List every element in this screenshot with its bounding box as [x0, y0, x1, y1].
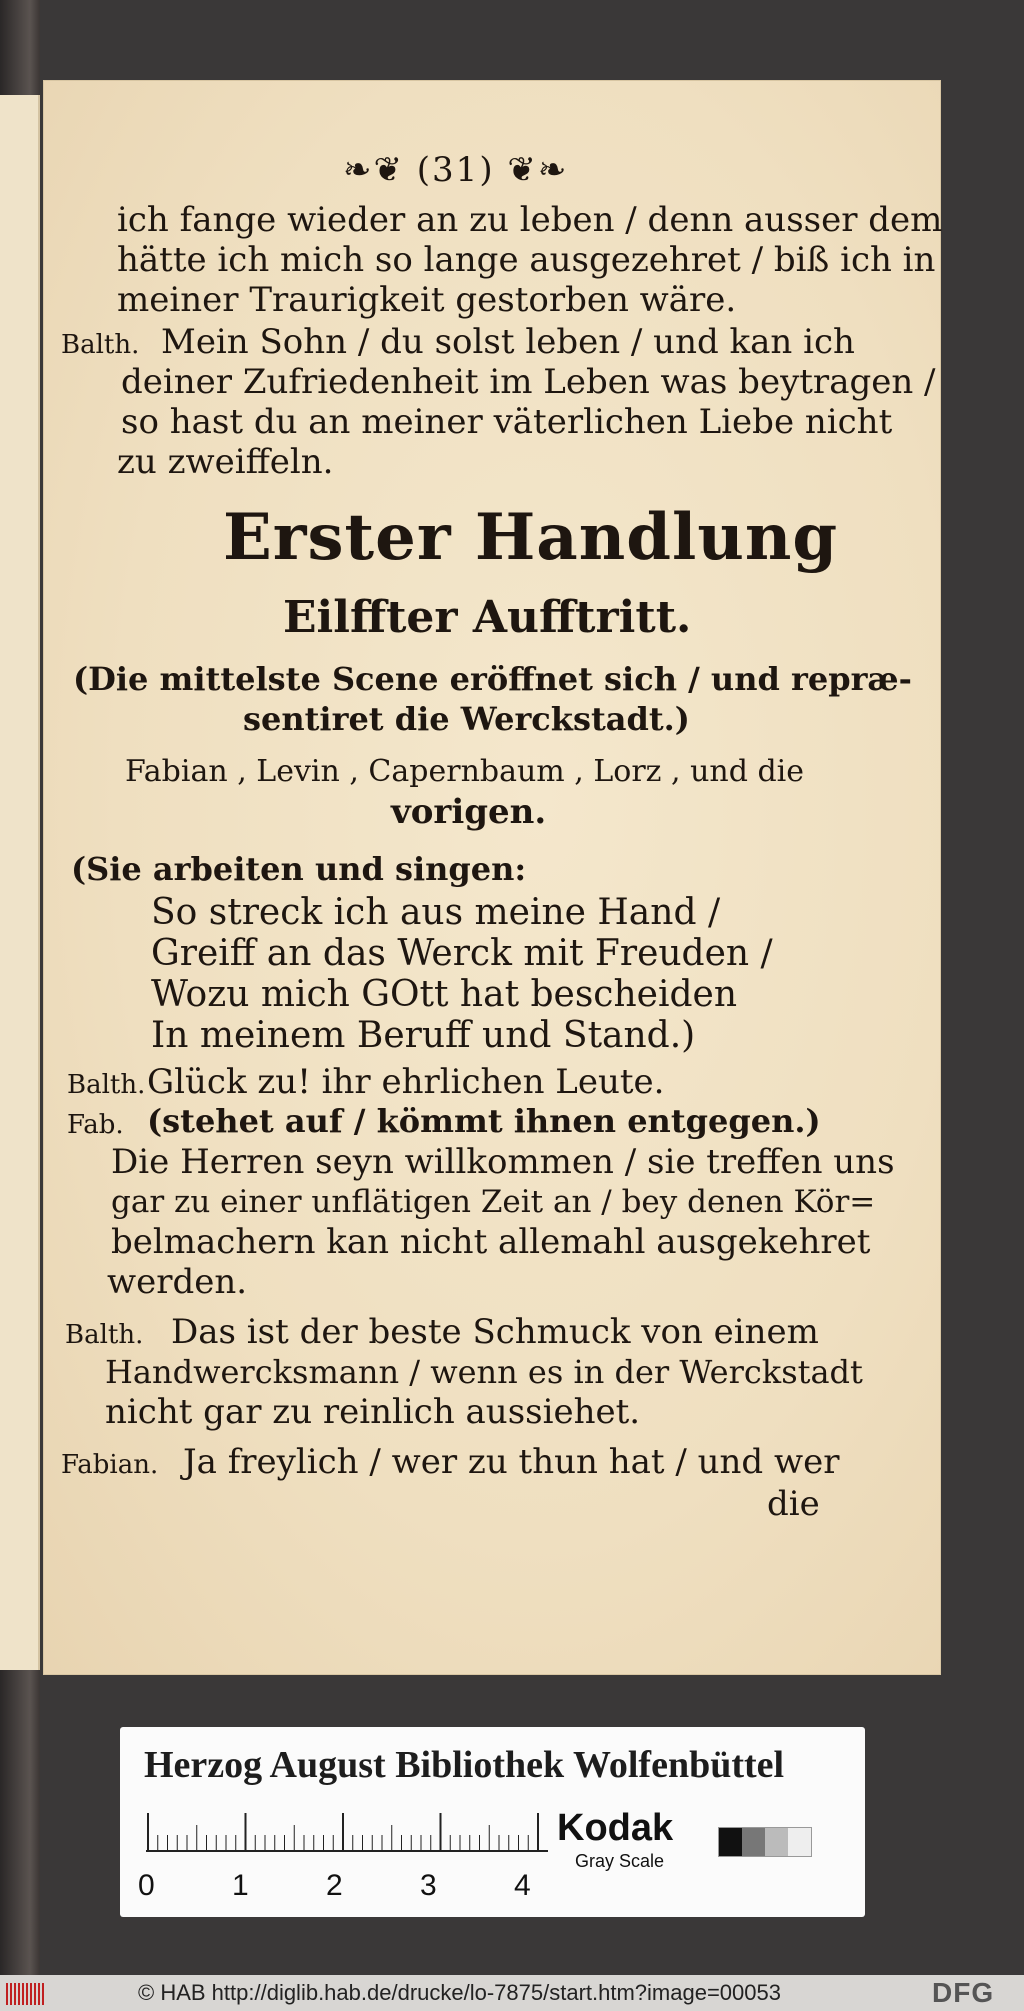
speaker-label: Balth.: [65, 1320, 144, 1350]
character-list: Fabian , Levin , Capernbaum , Lorz , und die: [125, 754, 805, 789]
speaker-label: Fabian.: [61, 1450, 159, 1480]
ruler: [146, 1813, 548, 1853]
text-line: Mein Sohn / du solst leben / und kan ich: [161, 322, 855, 362]
ruler-number: 0: [138, 1869, 155, 1902]
library-name: Herzog August Bibliothek Wolfenbüttel: [144, 1744, 785, 1786]
ruler-number: 3: [420, 1869, 437, 1902]
scene-heading: Eilffter Aufftritt.: [283, 592, 692, 643]
brand-logo: Kodak: [557, 1807, 674, 1849]
ruler-number: 2: [326, 1869, 343, 1902]
copyright-text: © HAB http://diglib.hab.de/drucke/lo-7875/start.htm?image=00053: [138, 1980, 781, 2005]
text-line: gar zu einer unflätigen Zeit an / bey denen Kör=: [111, 1184, 876, 1220]
text-line: ich fange wieder an zu leben / denn ausser dem: [117, 200, 943, 240]
catchword: die: [767, 1484, 820, 1524]
stage-direction: (Sie arbeiten und singen:: [71, 850, 527, 888]
song-line: In meinem Beruff und Stand.): [151, 1015, 696, 1056]
gray-scale-label: Gray Scale: [575, 1851, 665, 1871]
text-line: belmachern kan nicht allemahl ausgekehret: [111, 1222, 871, 1262]
dfg-logo: DFG: [932, 1977, 995, 2008]
text-line: Glück zu! ihr ehrlichen Leute.: [147, 1062, 665, 1102]
color-scale-card: [120, 1727, 865, 1917]
character-list: vorigen.: [391, 792, 547, 832]
stage-direction: sentiret die Werckstadt.): [243, 700, 690, 738]
song-line: Greiff an das Werck mit Freuden /: [151, 933, 773, 974]
text-line: so hast du an meiner väterlichen Liebe nicht: [121, 402, 893, 442]
speaker-label: Balth.: [67, 1070, 146, 1100]
text-line: Handwercksmann / wenn es in der Werckstadt: [105, 1353, 863, 1391]
footer-bar: [0, 1975, 1024, 2011]
text-line: Ja freylich / wer zu thun hat / und wer: [183, 1442, 840, 1482]
page-number-header: ❧❦ (31) ❦❧: [343, 150, 569, 190]
song-line: Wozu mich GOtt hat bescheiden: [151, 974, 738, 1015]
text-line: hätte ich mich so lange ausgezehret / biß ich in: [117, 240, 936, 280]
stage-direction: (stehet auf / kömmt ihnen entgegen.): [147, 1102, 821, 1140]
ruler-number: 4: [514, 1869, 531, 1902]
text-line: Die Herren seyn willkommen / sie treffen uns: [111, 1142, 895, 1182]
text-line: Das ist der beste Schmuck von einem: [171, 1312, 819, 1352]
gray-swatch: [718, 1827, 812, 1857]
act-heading: Erster Handlung: [223, 500, 839, 575]
speaker-label: Fab.: [67, 1110, 124, 1140]
text-line: nicht gar zu reinlich aussiehet.: [105, 1392, 641, 1432]
text-line: deiner Zufriedenheit im Leben was beytragen /: [121, 362, 936, 402]
speaker-label: Balth.: [61, 330, 140, 360]
ruler-number: 1: [232, 1869, 249, 1902]
text-line: werden.: [107, 1262, 248, 1302]
previous-page-edge: [0, 95, 40, 1670]
text-line: zu zweiffeln.: [117, 442, 334, 482]
text-line: meiner Traurigkeit gestorben wäre.: [117, 280, 737, 320]
stage-direction: (Die mittelste Scene eröffnet sich / und repræ-: [73, 660, 912, 698]
barcode-icon: [6, 1983, 44, 2005]
book-page: [43, 80, 941, 1675]
song-line: So streck ich aus meine Hand /: [151, 892, 721, 933]
